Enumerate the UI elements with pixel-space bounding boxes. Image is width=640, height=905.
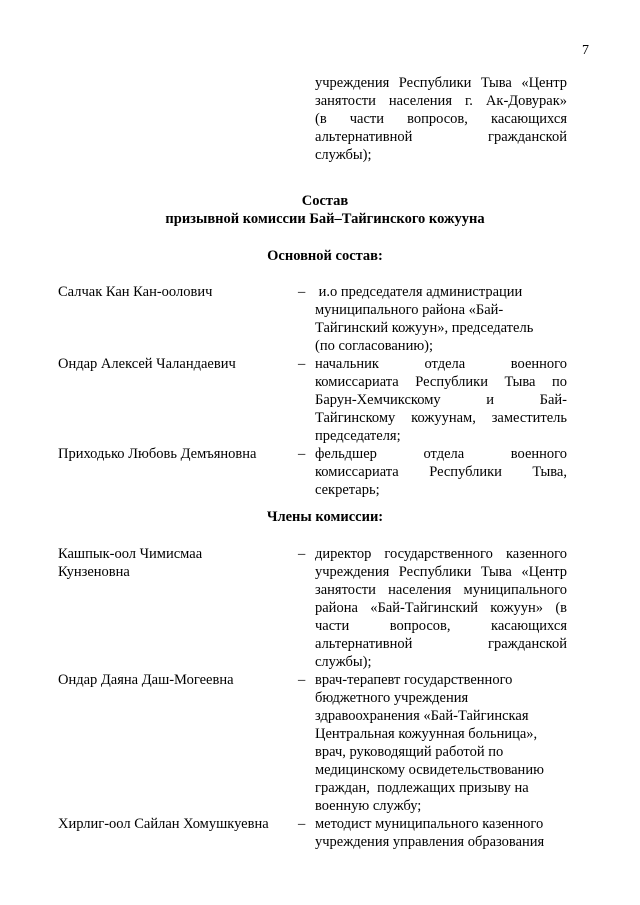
member-name: Кашпык-оол Чимисмаа Кунзеновна <box>58 546 203 580</box>
member-role: директор государственного казенного учреждения Республики Тыва «Центр занятости населения муниципального района «Бай-Тайгинский кожуун» (в части вопросов, касающихся альтернативной гражданской службы); <box>315 546 567 670</box>
dash: – <box>298 356 306 372</box>
text-line: альтернативной гражданской <box>315 129 567 145</box>
main-section-title: Основной состав: <box>267 248 383 264</box>
dash: – <box>298 546 306 562</box>
member-role: врач-терапевт государственного бюджетного учреждения здравоохранения «Бай-Тайгинская Центральная кожуунная больница», врач, руководящий работой по медицинскому освидетельствованию граждан, подлежащих призыву на военную службу; <box>315 672 544 814</box>
member-name: Ондар Даяна Даш-Могеевна <box>58 672 234 688</box>
document-title: Состав <box>301 193 349 209</box>
member-name: Приходько Любовь Демъяновна <box>58 446 257 462</box>
member-name: Хирлиг-оол Сайлан Хомушкуевна <box>58 816 269 832</box>
text-line: (в части вопросов, касающихся <box>315 111 567 127</box>
member-name: Салчак Кан Кан-оолович <box>58 284 213 300</box>
dash: – <box>298 672 306 688</box>
dash: – <box>298 446 306 462</box>
text-line: службы); <box>315 147 372 163</box>
member-name: Ондар Алексей Чаландаевич <box>58 356 236 372</box>
document-subtitle: призывной комиссии Бай–Тайгинского кожууна <box>165 211 485 227</box>
page-number: 7 <box>582 43 589 58</box>
text-line: занятости населения г. Ак-Довурак» <box>315 93 567 109</box>
members-section-title: Члены комиссии: <box>266 509 384 525</box>
continuation-text <box>315 74 567 164</box>
dash: – <box>298 816 306 832</box>
text-line: учреждения Республики Тыва «Центр <box>315 75 567 91</box>
member-role: методист муниципального казенного учреждения управления образования <box>315 816 545 850</box>
member-role: и.о председателя администрации муниципального района «Бай- Тайгинский кожуун», председатель (по согласованию); <box>315 284 534 354</box>
member-role: фельдшер отдела военного комиссариата Республики Тыва, секретарь; <box>315 446 567 498</box>
dash: – <box>298 284 306 300</box>
member-role: начальник отдела военного комиссариата Республики Тыва по Барун-Хемчикскому и Бай- Тайгинскому кожуунам, заместитель председателя; <box>315 356 567 444</box>
